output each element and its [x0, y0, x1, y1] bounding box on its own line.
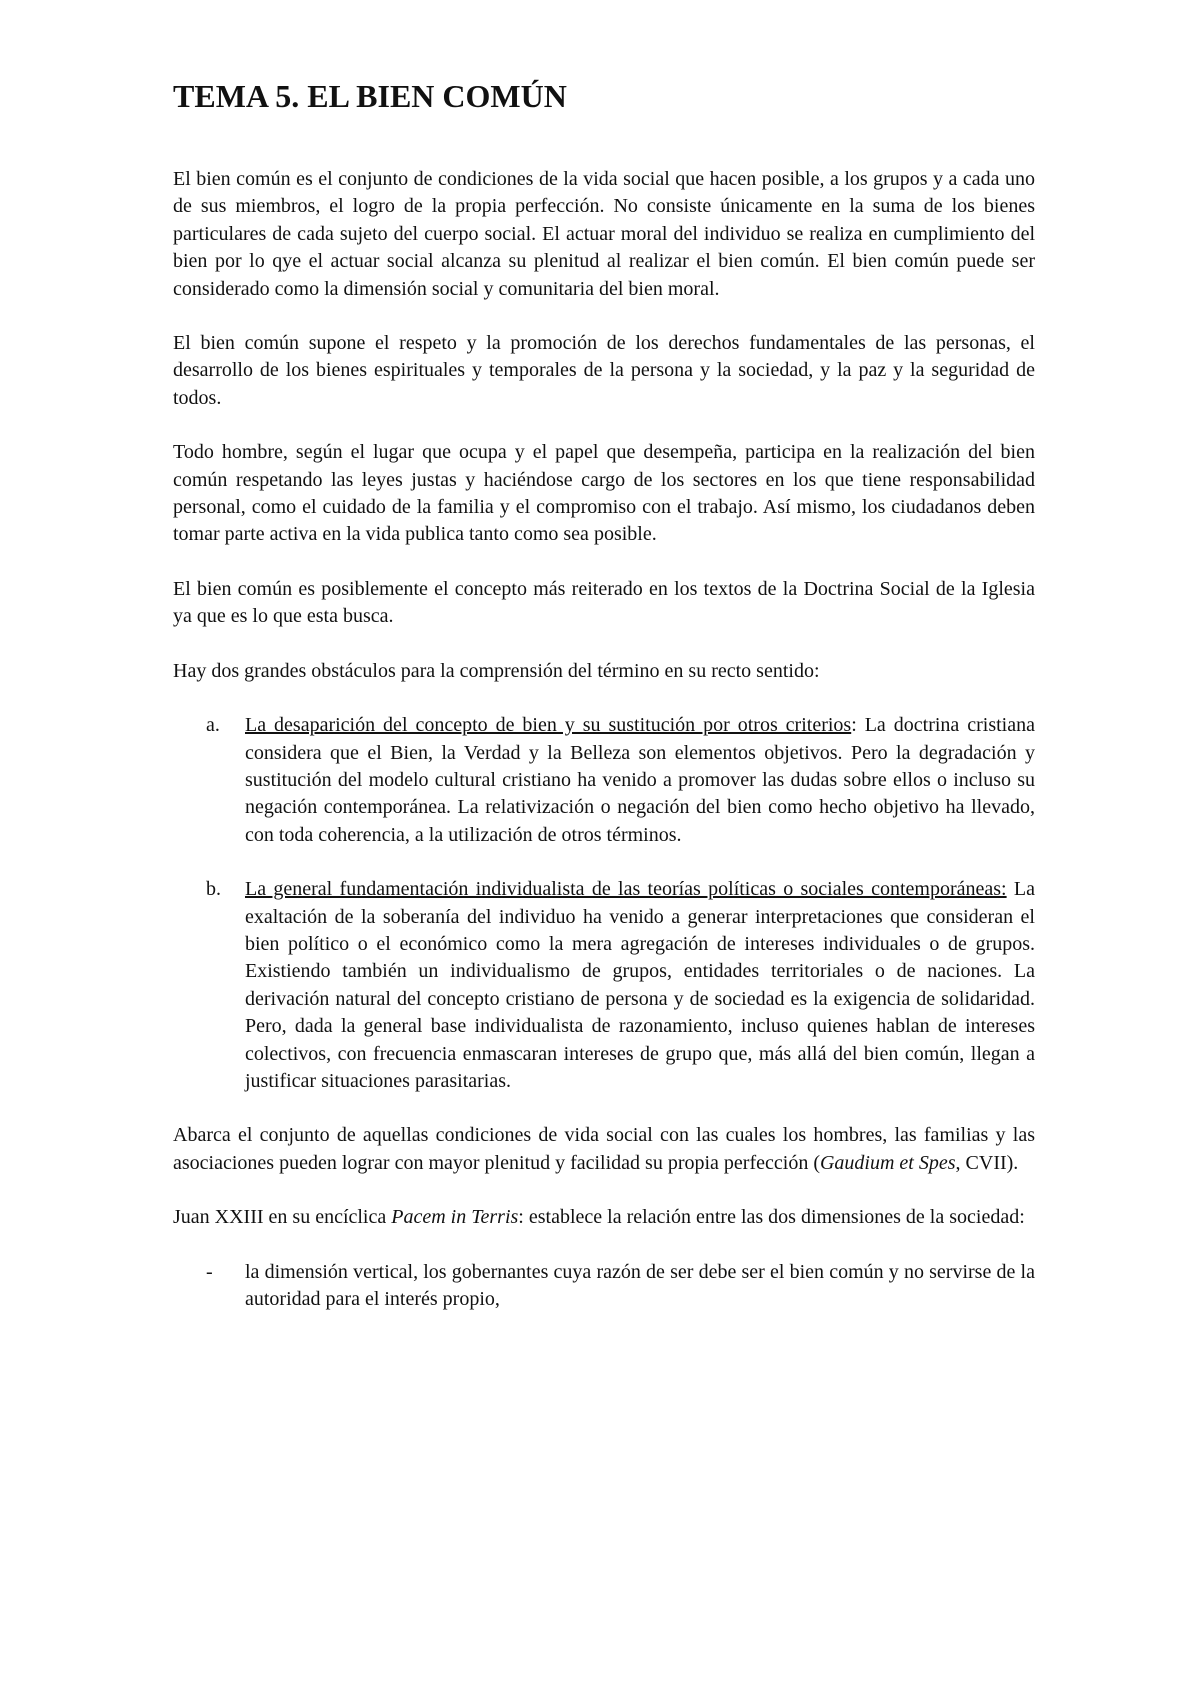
list-marker: b.: [206, 878, 221, 901]
list-item-separator: :: [851, 714, 857, 737]
gaudium-text-after: , CVII).: [955, 1151, 1019, 1174]
page-title: TEMA 5. EL BIEN COMÚN: [173, 78, 567, 114]
pacem-citation: Pacem in Terris: [391, 1206, 519, 1229]
list-item: [173, 876, 1035, 1095]
list-marker: a.: [206, 714, 220, 737]
paragraph-pacem: [173, 1204, 1035, 1231]
list-marker: -: [206, 1260, 213, 1283]
list-item-text: La doctrina cristiana considera que el Bien, la Verdad y la Belleza son elementos objetivos. Pero la degradación y sustitución del modelo cultural cristiano ha venido a promover las dudas sobre ellos o incluso su negación contemporánea. La relativización o negación del bien como hecho objetivo ha llevado, con toda coherencia, a la utilización de otros términos.: [245, 714, 1035, 846]
list-item-heading: La desaparición del concepto de bien y su sustitución por otros criterios: [245, 714, 852, 737]
pacem-text-after: : establece la relación entre las dos dimensiones de la sociedad:: [518, 1206, 1025, 1229]
obstacles-list: [173, 712, 1035, 1095]
document-page: [173, 70, 1035, 1313]
paragraph-gaudium: [173, 1122, 1035, 1177]
pacem-text-before: Juan XXIII en su encíclica: [173, 1206, 392, 1229]
list-item-heading: La general fundamentación individualista de las teorías políticas o sociales contemporáneas:: [245, 878, 1007, 901]
list-item-text: La exaltación de la soberanía del individuo ha venido a generar interpretaciones que consideran el bien político o el económico como la mera agregación de intereses individuales o de grupos. Existiendo también un individualismo de grupos, entidades territoriales o de naciones. La derivación natural del concepto cristiano de persona y de sociedad es la exigencia de solidaridad. Pero, dada la general base individualista de razonamiento, incluso quienes hablan de intereses colectivos, con frecuencia enmascaran intereses de grupo que, más allá del bien común, llegan a justificar situaciones parasitarias.: [245, 878, 1035, 1092]
paragraph-doctrine: El bien común es posiblemente el concepto más reiterado en los textos de la Doctrina Social de la Iglesia ya que es lo que esta busca.: [173, 577, 1035, 628]
paragraph-obstacles-intro: Hay dos grandes obstáculos para la comprensión del término en su recto sentido:: [173, 659, 820, 682]
list-item: [173, 712, 1035, 849]
gaudium-citation: Gaudium et Spes: [819, 1151, 956, 1174]
list-item-text: la dimensión vertical, los gobernantes cuya razón de ser debe ser el bien común y no servirse de la autoridad para el interés propio,: [245, 1260, 1035, 1310]
list-item: [173, 1259, 1035, 1314]
gaudium-text-before: Abarca el conjunto de aquellas condiciones de vida social con las cuales los hombres, las familias y las asociaciones pueden lograr con mayor plenitud y facilidad su propia perfección (: [173, 1124, 1035, 1174]
paragraph-respect: El bien común supone el respeto y la promoción de los derechos fundamentales de las personas, el desarrollo de los bienes espirituales y temporales de la persona y la sociedad, y la paz y la seguridad de todos.: [173, 332, 1035, 409]
paragraph-participation: Todo hombre, según el lugar que ocupa y el papel que desempeña, participa en la realización del bien común respetando las leyes justas y haciéndose cargo de los sectores en los que tiene responsabilidad personal, como el cuidado de la familia y el compromiso con el trabajo. Así mismo, los ciudadanos deben tomar parte activa en la vida publica tanto como sea posible.: [173, 441, 1035, 546]
dimensions-list: [173, 1259, 1035, 1314]
paragraph-definition: El bien común es el conjunto de condiciones de la vida social que hacen posible, a los grupos y a cada uno de sus miembros, el logro de la propia perfección. No consiste únicamente en la suma de los bienes particulares de cada sujeto del cuerpo social. El actuar moral del individuo se realiza en cumplimiento del bien por lo qye el actuar social alcanza su plenitud al realizar el bien común. El bien común puede ser considerado como la dimensión social y comunitaria del bien moral.: [173, 168, 1035, 300]
